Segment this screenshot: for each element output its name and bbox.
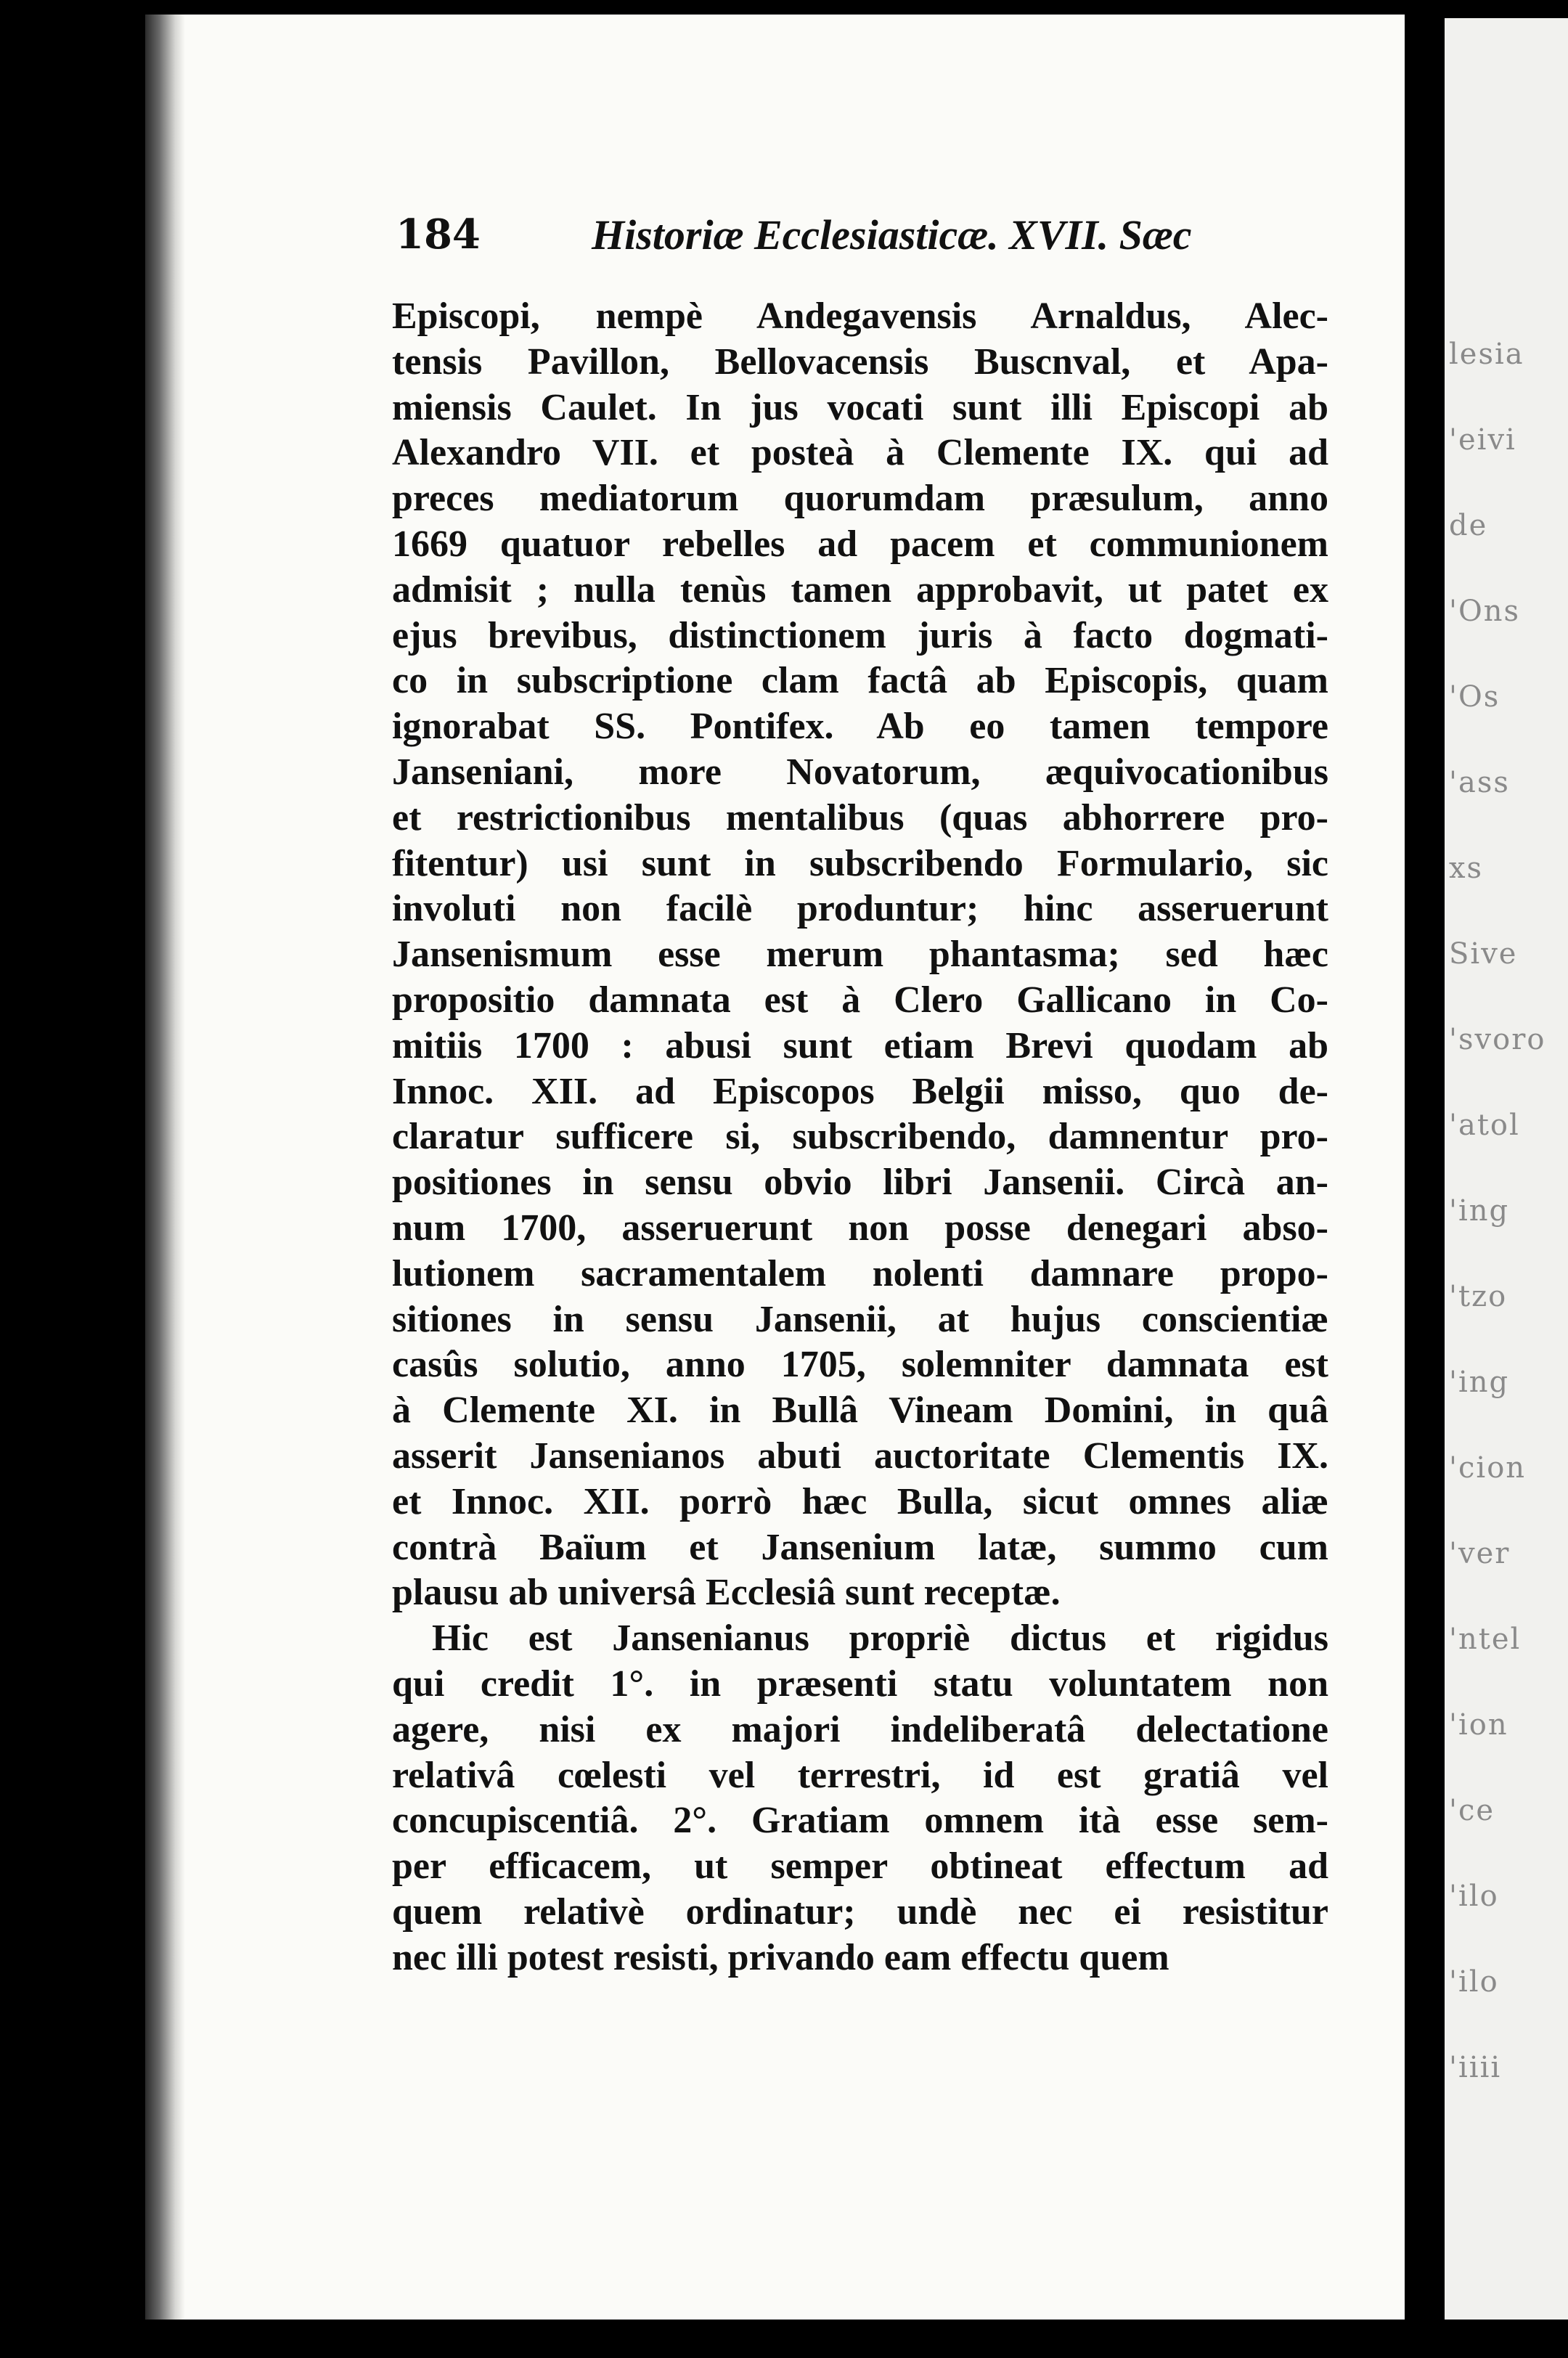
text-line: Episcopi, nempè Andegavensis Arnaldus, Alec- (392, 295, 1328, 337)
text-line: relativâ cœlesti vel terrestri, id est gratiâ vel (392, 1754, 1328, 1796)
text-line: quem relativè ordinatur; undè nec ei resistitur (392, 1890, 1328, 1933)
running-head (396, 211, 1332, 276)
text-line: per efficacem, ut semper obtineat effectum ad (392, 1845, 1328, 1888)
text-line: fitentur) usi sunt in subscribendo Formulario, sic (392, 842, 1328, 884)
text-line: et Innoc. XII. porrò hæc Bulla, sicut omnes aliæ (392, 1480, 1328, 1522)
page-number: 184 (396, 211, 481, 258)
text-line: ignorabat SS. Pontifex. Ab eo tamen tempore (392, 706, 1328, 748)
text-line: Hic est Jansenianus propriè dictus et rigidus (432, 1617, 1328, 1660)
text-line: preces mediatorum quorumdam præsulum, anno (392, 478, 1328, 520)
neighbor-page-fragment: 'Ons (1449, 595, 1521, 628)
text-line: concupiscentiâ. 2°. Gratiam omnem ità esse sem- (392, 1800, 1328, 1842)
text-line: positiones in sensu obvio libri Jansenii. Circà an- (392, 1162, 1328, 1204)
neighbor-page-fragment: 'ver (1449, 1537, 1511, 1570)
neighbor-page-fragment: 'eivi (1449, 423, 1516, 457)
neighbor-page-fragment: 'iiii (1449, 2051, 1502, 2084)
neighbor-page-fragment: lesia (1449, 338, 1524, 371)
text-line: à Clemente XI. in Bullâ Vineam Domini, in quâ (392, 1390, 1328, 1432)
text-line: Alexandro VII. et posteà à Clemente IX. qui ad (392, 432, 1328, 474)
neighbor-page-fragment: 'ing (1449, 1194, 1510, 1228)
neighbor-page-fragment: 'ass (1449, 766, 1510, 799)
text-line: nec illi potest resisti, privando eam effectu quem (392, 1936, 1169, 1978)
text-line: miensis Caulet. In jus vocati sunt illi Episcopi ab (392, 386, 1328, 428)
text-line: claratur sufficere si, subscribendo, damnentur pro- (392, 1116, 1328, 1158)
text-line: asserit Jansenianos abuti auctoritate Clementis IX. (392, 1435, 1328, 1477)
neighbor-page-fragment: de (1449, 509, 1488, 542)
text-line: agere, nisi ex majori indeliberatâ delectatione (392, 1708, 1328, 1750)
text-line: Janseniani, more Novatorum, æquivocationibus (392, 751, 1328, 793)
text-line: et restrictionibus mentalibus (quas abhorrere pro- (392, 796, 1328, 839)
neighbor-page-fragment: 'ce (1449, 1794, 1495, 1827)
neighbor-page-fragment: 'ntel (1449, 1623, 1522, 1656)
neighbor-page-fragment: 'Os (1449, 680, 1500, 714)
text-line: involuti non facilè produntur; hinc asseruerunt (392, 888, 1328, 930)
text-line: mitiis 1700 : abusi sunt etiam Brevi quodam ab (392, 1024, 1328, 1066)
neighbor-page-fragment: 'ilo (1449, 1965, 1499, 1999)
neighbor-page-fragment: 'atol (1449, 1109, 1520, 1142)
text-line: propositio damnata est à Clero Gallicano in Co- (392, 979, 1328, 1021)
text-line: Jansenismum esse merum phantasma; sed hæc (392, 934, 1328, 976)
neighbor-page-fragment: 'svoro (1449, 1023, 1546, 1056)
body-text (392, 294, 1328, 1980)
neighbor-page-fragment: 'ing (1449, 1366, 1510, 1399)
neighbor-page-fragment: 'cion (1449, 1451, 1527, 1485)
neighbor-page-edge (1445, 18, 1568, 2320)
text-line: co in subscriptione clam factâ ab Episcopis, quam (392, 660, 1328, 702)
neighbor-page-fragment: 'ion (1449, 1708, 1508, 1742)
text-line: admisit ; nulla tenùs tamen approbavit, ut patet ex (392, 568, 1328, 611)
text-line: Innoc. XII. ad Episcopos Belgii misso, quo de- (392, 1070, 1328, 1112)
text-line: casûs solutio, anno 1705, solemniter damnata est (392, 1344, 1328, 1386)
text-line: num 1700, asseruerunt non posse denegari abso- (392, 1207, 1328, 1249)
text-line: sitiones in sensu Jansenii, at hujus conscientiæ (392, 1298, 1328, 1340)
text-line: contrà Baïum et Jansenium latæ, summo cum (392, 1526, 1328, 1568)
text-line: 1669 quatuor rebelles ad pacem et communionem (392, 523, 1328, 565)
neighbor-page-fragment: 'ilo (1449, 1880, 1499, 1913)
text-line: lutionem sacramentalem nolenti damnare propo- (392, 1252, 1328, 1294)
text-line: ejus brevibus, distinctionem juris à facto dogmati- (392, 614, 1328, 656)
neighbor-page-fragment: Sive (1449, 937, 1518, 971)
running-head-title: Historiæ Ecclesiasticæ. XVII. Sæc (592, 211, 1192, 258)
neighbor-page-fragment: 'tzo (1449, 1280, 1508, 1313)
text-line: tensis Pavillon, Bellovacensis Buscnval, et Apa- (392, 340, 1328, 383)
text-line: plausu ab universâ Ecclesiâ sunt receptæ. (392, 1572, 1061, 1614)
text-line: qui credit 1°. in præsenti statu voluntatem non (392, 1663, 1328, 1705)
gutter-shadow (145, 15, 185, 2320)
neighbor-page-fragment: xs (1449, 852, 1484, 885)
